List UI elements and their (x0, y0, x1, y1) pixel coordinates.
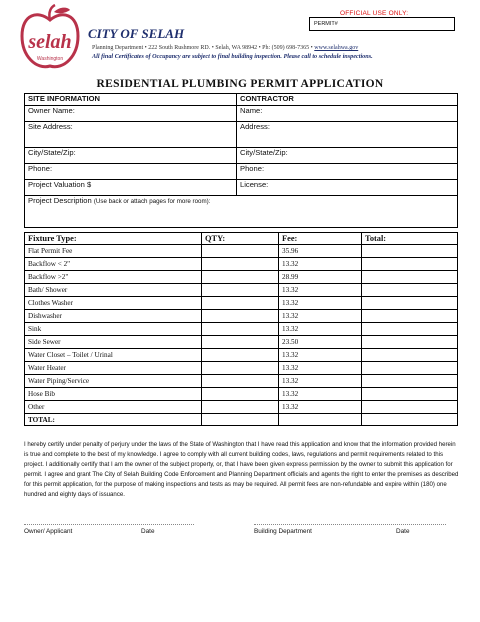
qty-input-cell[interactable] (202, 336, 279, 349)
qty-input-cell[interactable] (202, 258, 279, 271)
fee-amount: 35.96 (279, 245, 362, 258)
site-information-header: SITE INFORMATION (25, 94, 237, 106)
row-total-cell[interactable] (362, 271, 458, 284)
row-total-cell[interactable] (362, 336, 458, 349)
qty-header: QTY: (202, 233, 279, 245)
contractor-address-field[interactable]: Address: (237, 122, 458, 148)
fee-amount: 13.32 (279, 323, 362, 336)
fixture-name: Hose Bib (25, 388, 202, 401)
row-total-cell[interactable] (362, 375, 458, 388)
logo-subtext: Washington (36, 56, 64, 62)
fee-row (25, 310, 458, 323)
license-field[interactable]: License: (237, 180, 458, 196)
contractor-name-field[interactable]: Name: (237, 106, 458, 122)
row-total-cell[interactable] (362, 284, 458, 297)
fee-amount: 13.32 (279, 258, 362, 271)
total-label: TOTAL: (25, 414, 202, 426)
site-city-state-zip-field[interactable]: City/State/Zip: (25, 148, 237, 164)
fee-amount: 13.32 (279, 349, 362, 362)
project-description-label: Project Description (28, 196, 94, 205)
row-total-cell[interactable] (362, 388, 458, 401)
row-total-cell[interactable] (362, 362, 458, 375)
owner-signature-line[interactable] (24, 524, 194, 526)
fee-amount: 13.32 (279, 375, 362, 388)
qty-input-cell[interactable] (202, 323, 279, 336)
row-total-cell[interactable] (362, 323, 458, 336)
contractor-header: CONTRACTOR (237, 94, 458, 106)
fixture-name: Sink (25, 323, 202, 336)
fee-amount: 28.99 (279, 271, 362, 284)
city-name: CITY OF SELAH (88, 26, 185, 41)
qty-input-cell[interactable] (202, 271, 279, 284)
total-fee-cell[interactable] (279, 414, 362, 426)
fee-row (25, 375, 458, 388)
official-use-label: OFFICIAL USE ONLY: (340, 10, 409, 17)
website-link[interactable]: www.selahwa.gov (314, 45, 359, 51)
owner-applicant-label: Owner/ Applicant (24, 528, 73, 535)
fixture-name: Backflow >2" (25, 271, 202, 284)
fee-row (25, 258, 458, 271)
fixture-name: Flat Permit Fee (25, 245, 202, 258)
fixture-name: Water Heater (25, 362, 202, 375)
fixture-name: Water Piping/Service (25, 375, 202, 388)
qty-input-cell[interactable] (202, 245, 279, 258)
fee-amount: 13.32 (279, 388, 362, 401)
fee-row (25, 323, 458, 336)
contractor-city-state-zip-field[interactable]: City/State/Zip: (237, 148, 458, 164)
row-total-cell[interactable] (362, 258, 458, 271)
row-total-cell[interactable] (362, 401, 458, 414)
fixture-name: Clothes Washer (25, 297, 202, 310)
fee-row (25, 362, 458, 375)
project-valuation-field[interactable]: Project Valuation $ (25, 180, 237, 196)
fee-amount: 13.32 (279, 297, 362, 310)
department-signature-line[interactable] (254, 524, 446, 526)
city-of-selah-logo (18, 4, 82, 72)
fixture-fee-table (24, 232, 458, 426)
owner-date-label: Date (141, 528, 155, 535)
site-phone-field[interactable]: Phone: (25, 164, 237, 180)
project-description-field[interactable] (25, 196, 458, 228)
fee-header: Fee: (279, 233, 362, 245)
fee-row (25, 349, 458, 362)
site-contractor-table (24, 93, 458, 228)
owner-name-field[interactable]: Owner Name: (25, 106, 237, 122)
row-total-cell[interactable] (362, 310, 458, 323)
fee-row (25, 336, 458, 349)
fee-rows (25, 245, 458, 414)
total-qty-cell[interactable] (202, 414, 279, 426)
fee-amount: 13.32 (279, 310, 362, 323)
building-department-label: Building Department (254, 528, 312, 535)
permit-number-label: PERMIT# (314, 21, 338, 27)
fee-row (25, 297, 458, 310)
fee-row (25, 271, 458, 284)
qty-input-cell[interactable] (202, 349, 279, 362)
fixture-name: Water Closet – Toilet / Urinal (25, 349, 202, 362)
fee-row (25, 284, 458, 297)
page-title: RESIDENTIAL PLUMBING PERMIT APPLICATION (96, 78, 384, 90)
logo-wordmark: selah (28, 31, 72, 53)
fee-amount: 13.32 (279, 284, 362, 297)
fixture-name: Other (25, 401, 202, 414)
fee-row (25, 245, 458, 258)
grand-total-cell[interactable] (362, 414, 458, 426)
certification-statement: I hereby certify under penalty of perjury under the laws of the State of Washington that I have read this application and know that the information provided herein is true and complete to the best of my knowledge. I agree to comply with all current building codes, laws, regulations and permit requirements related to this project. I additionally certify that I am the owner of the subject property, or, that I have been given express permission by the owner to submit this application for permit. I agree and grant The City of Selah Building Code Enforcement and Planning Department officials and agents the right to enter the premises as described for this permit application, for the purpose of making inspections and tests as may be required. All permit fees are non-refundable and expire within (180) one hundred and eighty days of issuance. (24, 441, 459, 498)
department-date-label: Date (396, 528, 410, 535)
fee-row (25, 401, 458, 414)
row-total-cell[interactable] (362, 297, 458, 310)
qty-input-cell[interactable] (202, 401, 279, 414)
contractor-phone-field[interactable]: Phone: (237, 164, 458, 180)
fee-amount: 23.50 (279, 336, 362, 349)
fixture-name: Backflow < 2" (25, 258, 202, 271)
qty-input-cell[interactable] (202, 362, 279, 375)
fee-amount: 13.32 (279, 401, 362, 414)
fee-amount: 13.32 (279, 362, 362, 375)
address-text: Planning Department • 222 South Rushmore RD. • Selah, WA 98942 • Ph: (509) 698-7365 • (92, 45, 315, 51)
fee-row (25, 388, 458, 401)
fixture-type-header: Fixture Type: (25, 233, 202, 245)
inspection-note: All final Certificates of Occupancy are subject to final building inspection. Please call to schedule inspections. (92, 53, 373, 60)
project-description-note: (Use back or attach pages for more room): (93, 198, 211, 205)
qty-input-cell[interactable] (202, 310, 279, 323)
qty-input-cell[interactable] (202, 297, 279, 310)
permit-number-box[interactable] (309, 17, 455, 31)
fixture-name: Bath/ Shower (25, 284, 202, 297)
site-address-field[interactable]: Site Address: (25, 122, 237, 148)
row-total-cell[interactable] (362, 349, 458, 362)
qty-input-cell[interactable] (202, 284, 279, 297)
fixture-name: Side Sewer (25, 336, 202, 349)
row-total-cell[interactable] (362, 245, 458, 258)
total-header: Total: (362, 233, 458, 245)
department-address (92, 45, 358, 51)
qty-input-cell[interactable] (202, 375, 279, 388)
fixture-name: Dishwasher (25, 310, 202, 323)
qty-input-cell[interactable] (202, 388, 279, 401)
